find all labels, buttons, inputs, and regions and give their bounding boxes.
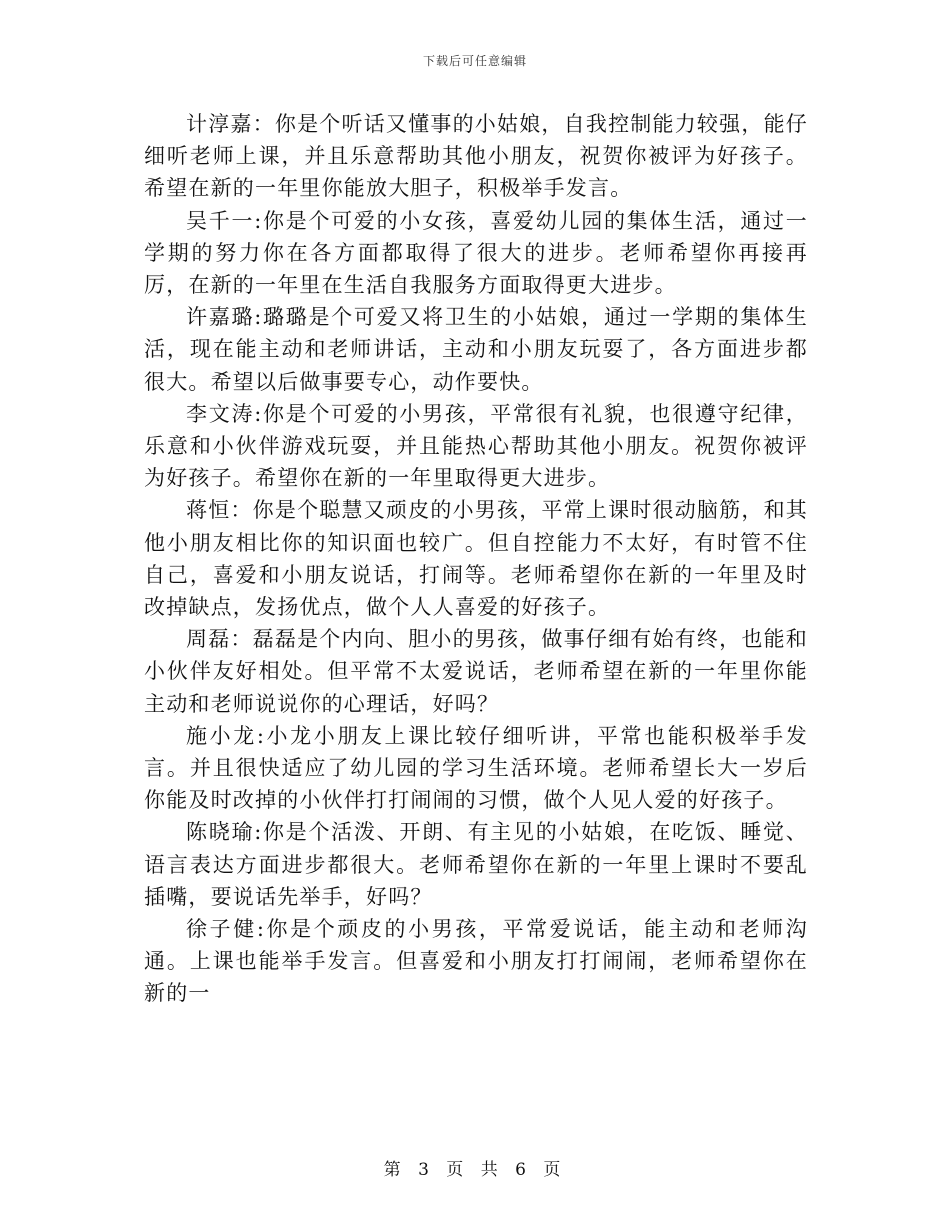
paragraph-shi-xiaolong: 施小龙:小龙小朋友上课比较仔细听讲，平常也能积极举手发言。并且很快适应了幼儿园的学习生活环境。老师希望长大一岁后你能及时改掉的小伙伴打打闹闹的习惯，做个人见人爱的好孩子。 <box>144 723 808 813</box>
paragraph-xu-jialu: 许嘉璐:璐璐是个可爱又将卫生的小姑娘，通过一学期的集体生活，现在能主动和老师讲话，主动和小朋友玩耍了，各方面进步都很大。希望以后做事要专心，动作要快。 <box>144 305 808 394</box>
document-body <box>144 108 808 1010</box>
paragraph-li-wentao: 李文涛:你是个可爱的小男孩，平常很有礼貌，也很遵守纪律，乐意和小伙伴游戏玩耍，并且能热心帮助其他小朋友。祝贺你被评为好孩子。希望你在新的一年里取得更大进步。 <box>144 401 808 491</box>
paragraph-wu-qianyi: 吴千一:你是个可爱的小女孩，喜爱幼儿园的集体生活，通过一学期的努力你在各方面都取得了很大的进步。老师希望你再接再厉，在新的一年里在生活自我服务方面取得更大进步。 <box>144 208 808 298</box>
paragraph-chen-xiaoyu: 陈晓瑜:你是个活泼、开朗、有主见的小姑娘，在吃饭、睡觉、语言表达方面进步都很大。老师希望你在新的一年里上课时不要乱插嘴，要说话先举手，好吗？ <box>144 820 808 909</box>
paragraph-zhou-lei: 周磊：磊磊是个内向、胆小的男孩，做事仔细有始有终，也能和小伙伴友好相处。但平常不太爱说话，老师希望在新的一年里你能主动和老师说说你的心理话，好吗？ <box>144 627 808 716</box>
paragraph-xu-zijian: 徐子健:你是个顽皮的小男孩，平常爱说话，能主动和老师沟通。上课也能举手发言。但喜爱和小朋友打打闹闹，老师希望你在新的一 <box>144 917 808 1006</box>
page-header: 下载后可任意编辑 <box>422 54 527 68</box>
paragraph-jiang-heng: 蒋恒：你是个聪慧又顽皮的小男孩，平常上课时很动脑筋，和其他小朋友相比你的知识面也较广。但自控能力不太好，有时管不住自己，喜爱和小朋友说话，打闹等。老师希望你在新的一年里及时改掉缺点，发扬优点，做个人人喜爱的好孩子。 <box>144 498 808 620</box>
page-number-footer: 第 3 页 共 6 页 <box>383 1160 567 1180</box>
paragraph-ji-chunjia: 计淳嘉：你是个听话又懂事的小姑娘，自我控制能力较强，能仔细听老师上课，并且乐意帮助其他小朋友，祝贺你被评为好孩子。希望在新的一年里你能放大胆子，积极举手发言。 <box>144 112 808 201</box>
